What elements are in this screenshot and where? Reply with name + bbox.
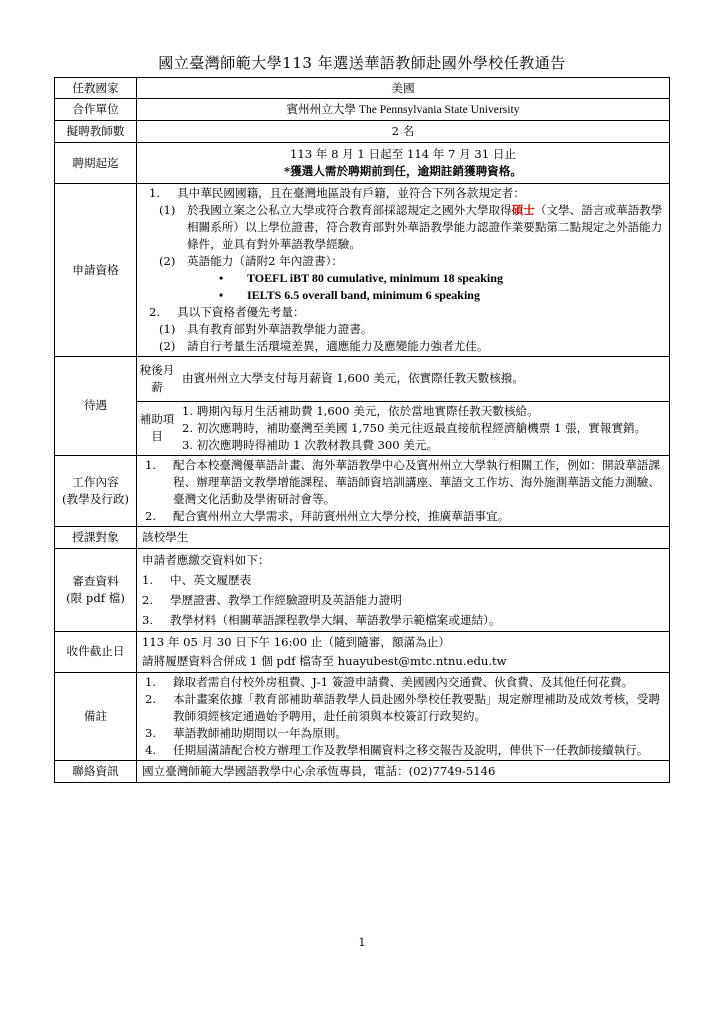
aid-label: 補助項目: [139, 412, 175, 443]
list-item: (2) 請自行考量生活環境差異，適應能力及應變能力強者尤佳。: [159, 339, 489, 353]
page-number: 1: [358, 936, 366, 949]
list-item: 3. 初次應聘時得補助 1 次教材教具費 300 美元。: [182, 437, 439, 452]
list-item: 4. 任期屆滿請配合校方辦理工作及教學相關資料之移交報告及說明，俾供下一任教師接續執行。: [145, 742, 649, 757]
list-item: 2. 本計畫案依據「教育部補助華語教學人員赴國外學校任教要點」規定辦理補助及成效考核，受聘教師須經核定通過始予聘用，赴任前須與本校簽訂行政契約。: [145, 691, 660, 723]
list-item: 3. 教學材料（相關華語課程教學大綱、華語教學示範檔案或連結）。: [142, 612, 501, 627]
row-contact: [55, 760, 670, 782]
row-count: [55, 121, 670, 143]
target-value: 該校學生: [137, 526, 670, 548]
list-item: 2. 配合賓州州立大學需求，拜訪賓州州立大學分校，推廣華語事宜。: [145, 508, 510, 523]
period-label: 聘期起迄: [55, 143, 137, 184]
salary-value: 由賓州州立大學支付每月薪資 1,600 美元，依實際任教天數核撥。: [177, 357, 669, 401]
row-docs: [55, 548, 670, 631]
list-item: 2. 具以下資格者優先考量：: [149, 305, 305, 319]
contact-value: 國立臺灣師範大學國語教學中心余承恆專員，電話：(02)7749-5146: [137, 760, 670, 782]
deadline-label: 收件截止日: [55, 631, 137, 672]
row-qualification: [55, 184, 670, 357]
row-partner: [55, 99, 670, 121]
row-pay: [55, 357, 670, 456]
partner-value: 賓州州立大學 The Pennsylvania State University: [137, 99, 670, 121]
document-title: 國立臺灣師範大學113 年選送華語教師赴國外學校任教通告: [158, 54, 566, 72]
list-item: 1. 中、英文履歷表: [142, 572, 252, 587]
row-work: [55, 455, 670, 526]
bullet-icon: •: [219, 271, 224, 285]
row-remarks: [55, 672, 670, 760]
deadline-text: 113 年 05 月 30 日下午 16:00 止（隨到隨審，額滿為止）: [142, 634, 450, 649]
contact-label: 聯絡資訊: [55, 760, 137, 782]
list-item: • IELTS 6.5 overall band, minimum 6 speaking: [219, 288, 480, 302]
bullet-icon: •: [219, 288, 224, 302]
list-item: (1) 具有教育部對外華語教學能力證書。: [159, 322, 373, 336]
list-item: 1. 聘期內每月生活補助費 1,600 美元，依於當地實際任教天數核給。: [182, 403, 539, 418]
list-item: 2. 初次應聘時，補助臺灣至美國 1,750 美元往返最直接航程經濟艙機票 1 張，實報實銷。: [182, 420, 647, 435]
list-item: 2. 學歷證書、教學工作經驗證明及英語能力證明: [142, 592, 402, 607]
pay-label: 待遇: [55, 357, 137, 456]
period-value: 113 年 8 月 1 日起至 114 年 7 月 31 日止: [289, 147, 517, 161]
row-country: [55, 78, 670, 99]
country-label: 任教國家: [55, 78, 137, 99]
list-item: • TOEFL iBT 80 cumulative, minimum 18 speaking: [219, 271, 503, 285]
docs-intro: 申請者應繳交資料如下：: [142, 552, 270, 567]
notice-table: [54, 77, 670, 783]
deadline-email-text: 請將履歷資料合併成 1 個 pdf 檔寄至 huayubest@mtc.ntnu.edu.tw: [142, 653, 507, 668]
list-item: (2) 英語能力（請附2 年內證書）：: [159, 254, 343, 268]
row-deadline: [55, 631, 670, 672]
count-value: 2 名: [137, 121, 670, 143]
count-label: 擬聘教師數: [55, 121, 137, 143]
partner-label: 合作單位: [55, 99, 137, 121]
row-period: [55, 143, 670, 184]
country-value: 美國: [137, 78, 670, 99]
list-item: 1. 配合本校臺灣優華語計畫、海外華語教學中心及賓州州立大學執行相關工作，例如：開設華語課程、辦理華語文教學增能課程、華語師資培訓講座、華語文工作坊、海外施測華語文能力測驗、臺灣文化活動及學術研討會等。: [145, 457, 660, 506]
work-label-sub: (教學及行政): [61, 491, 129, 506]
period-note: *獲選人需於聘期前到任，逾期註銷獲聘資格。: [284, 164, 522, 178]
list-item: (1) 於我國立案之公私立大學或符合教育部採認規定之國外大學取得碩士（文學、語言或華語教學相關系所）以上學位證書，符合教育部對外華語教學能力認證作業要點第二點規定之外語能力條件，並具有對外華語教學經驗。: [159, 203, 663, 251]
salary-label: 稅後月薪: [137, 357, 177, 401]
docs-label: 審查資料: [72, 573, 119, 588]
list-item: 1. 具中華民國國籍，且在臺灣地區設有戶籍，並符合下列各款規定者：: [149, 186, 525, 200]
list-item: 1. 錄取者需自付校外房租費、J-1 簽證申請費、美國國內交通費、伙食費、及其他任何花費。: [145, 674, 634, 689]
list-item: 3. 華語教師補助期間以一年為原則。: [145, 725, 347, 740]
qualification-label: 申請資格: [55, 184, 137, 357]
remarks-label: 備註: [55, 672, 137, 760]
target-label: 授課對象: [55, 526, 137, 548]
work-label: 工作內容: [72, 474, 119, 489]
highlight-degree: 碩士: [511, 203, 535, 217]
row-target: [55, 526, 670, 548]
docs-label-sub: (限 pdf 檔): [66, 590, 125, 605]
